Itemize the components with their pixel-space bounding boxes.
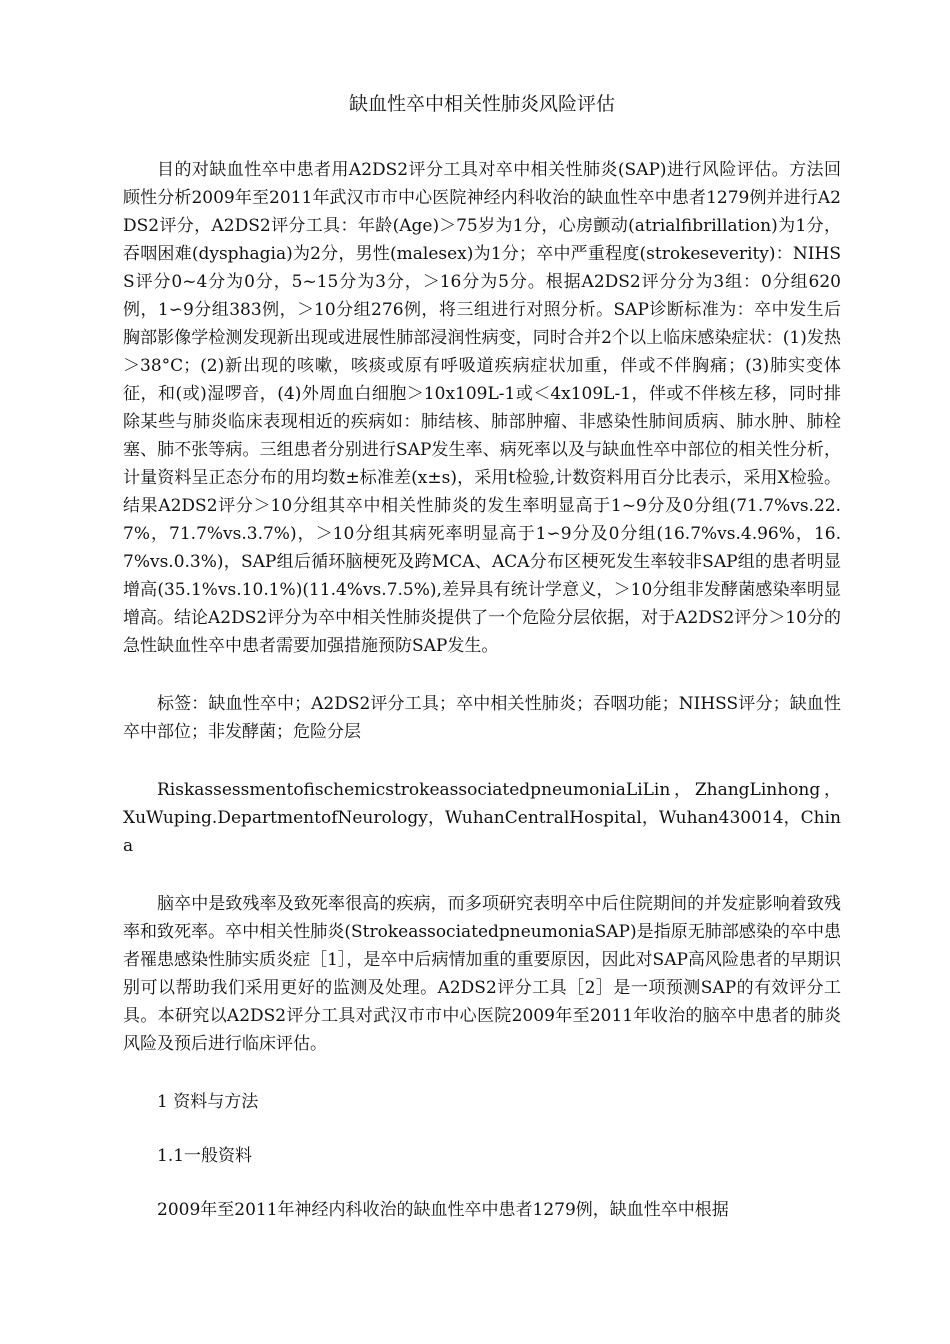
section-heading-methods: 1 资料与方法: [157, 1092, 259, 1112]
document-page: [123, 90, 841, 1224]
subsection-heading-general: 1.1一般资料: [157, 1146, 253, 1166]
keywords-paragraph: 标签：缺血性卒中；A2DS2评分工具；卒中相关性肺炎；吞咽功能；NIHSS评分；缺血性卒中部位；非发酵菌；危险分层: [123, 694, 841, 742]
abstract-paragraph: 目的对缺血性卒中患者用A2DS2评分工具对卒中相关性肺炎(SAP)进行风险评估。方法回顾性分析2009年至2011年武汉市市中心医院神经内科收治的缺血性卒中患者1279例并进行A2DS2评分，A2DS2评分工具：年龄(Age)＞75岁为1分，心房颤动(atrialfibrillation)为1分，吞咽困难(dysphagia)为2分，男性(malesex)为1分；卒中严重程度(strokeseverity)：NIHSS评分0~4分为0分，5~15分为3分，＞16分为5分。根据A2DS2评分分为3组：0分组620例，1∽9分组383例，＞10分组276例，将三组进行对照分析。SAP诊断标准为：卒中发生后胸部影像学检测发现新出现或进展性肺部浸润性病变，同时合并2个以上临床感染症状：(1)发热＞38°C；(2)新出现的咳嗽，咳痰或原有呼吸道疾病症状加重，伴或不伴胸痛；(3)肺实变体征，和(或)湿啰音，(4)外周血白细胞＞10x109L-1或＜4x109L-1，伴或不伴核左移，同时排除某些与肺炎临床表现相近的疾病如：肺结核、肺部肿瘤、非感染性肺间质病、肺水肿、肺栓塞、肺不张等病。三组患者分别进行SAP发生率、病死率以及与缺血性卒中部位的相关性分析，计量资料呈正态分布的用均数±标准差(x±s)，采用t检验,计数资料用百分比表示，采用X检验。结果A2DS2评分＞10分组其卒中相关性肺炎的发生率明显高于1~9分及0分组(71.7%vs.22.7%，71.7%vs.3.7%)，＞10分组其病死率明显高于1∽9分及0分组(16.7%vs.4.96%，16.7%vs.0.3%)，SAP组后循环脑梗死及跨MCA、ACA分布区梗死发生率较非SAP组的患者明显增高(35.1%vs.10.1%)(11.4%vs.7.5%),差异具有统计学意义，＞10分组非发酵菌感染率明显增高。结论A2DS2评分为卒中相关性肺炎提供了一个危险分层依据，对于A2DS2评分＞10分的急性缺血性卒中患者需要加强措施预防SAP发生。: [123, 160, 841, 656]
document-title: 缺血性卒中相关性肺炎风险评估: [348, 93, 615, 115]
english-title-paragraph: RiskassessmentofischemicstrokeassociatedpneumoniaLiLin，ZhangLinhong，XuWuping.DepartmentofNeurology，WuhanCentralHospital，Wuhan430014，China: [123, 780, 841, 856]
introduction-paragraph: 脑卒中是致残率及致死率很高的疾病，而多项研究表明卒中后住院期间的并发症影响着致残率和致死率。卒中相关性肺炎(StrokeassociatedpneumoniaSAP)是指原无肺部感染的卒中患者罹患感染性肺实质炎症［1］，是卒中后病情加重的重要原因，因此对SAP高风险患者的早期识别可以帮助我们采用更好的监测及处理。A2DS2评分工具［2］是一项预测SAP的有效评分工具。本研究以A2DS2评分工具对武汉市市中心医院2009年至2011年收治的脑卒中患者的肺炎风险及预后进行临床评估。: [123, 894, 841, 1054]
body-paragraph: 2009年至2011年神经内科收治的缺血性卒中患者1279例，缺血性卒中根据: [157, 1200, 729, 1220]
